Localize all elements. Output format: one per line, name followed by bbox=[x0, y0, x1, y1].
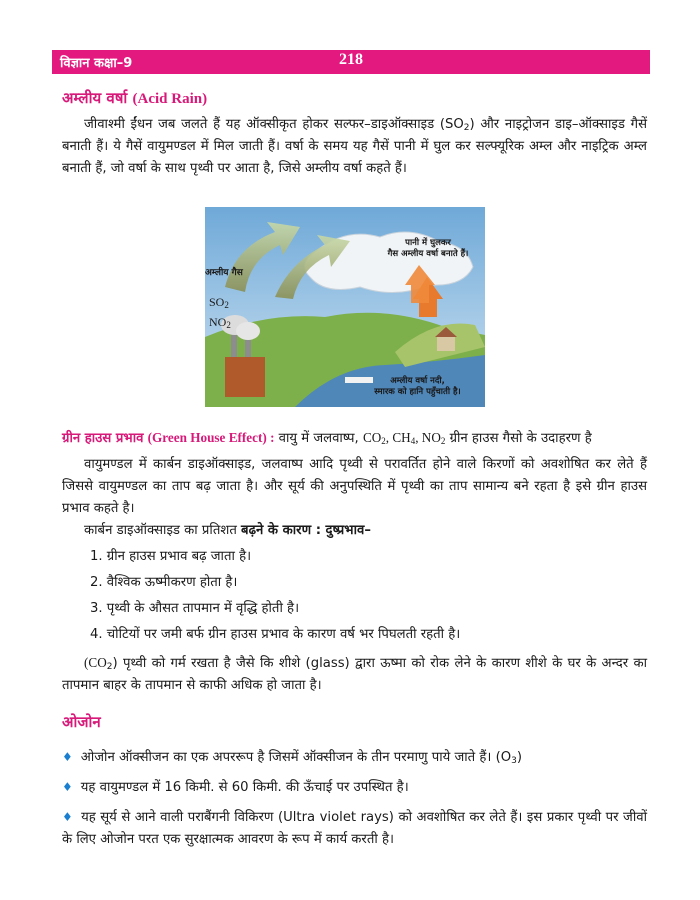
ozone-bullet-2-text: यह वायुमण्डल में 16 किमी. से 60 किमी. की ऊँचाई पर उपस्थित है। bbox=[80, 780, 409, 795]
no2-text: NO bbox=[421, 430, 441, 445]
greenhouse-closing bbox=[62, 652, 647, 697]
greenhouse-title-english: (Green House Effect) : bbox=[147, 430, 275, 445]
label-dissolve-line-1: पानी में घुलकर bbox=[405, 238, 451, 248]
acid-rain-paragraph bbox=[62, 114, 647, 180]
label-damage-line-1: अम्लीय वर्षा नदी, bbox=[390, 376, 445, 386]
subscript: 2 bbox=[440, 436, 446, 446]
greenhouse-intro-text: वायु में जलवाष्प, bbox=[278, 431, 359, 446]
label-dissolve-line-2: गैस अम्लीय वर्षा बनाते हैं। bbox=[387, 249, 469, 259]
page-number: 218 bbox=[339, 51, 363, 68]
effect-item-1: 1. ग्रीन हाउस प्रभाव बढ़ जाता है। bbox=[90, 549, 252, 564]
greenhouse-intro bbox=[62, 427, 647, 450]
greenhouse-title-hindi: ग्रीन हाउस प्रभाव bbox=[62, 431, 144, 446]
ozone-bullet-1-text: ओजोन ऑक्सीजन का एक अपररूप है जिसमें ऑक्सीजन के तीन परमाणु पाये जाते हैं। (O bbox=[80, 750, 512, 765]
effect-item-3: 3. पृथ्वी के औसत तापमान में वृद्धि होती है। bbox=[90, 601, 300, 616]
co2-increase-line bbox=[62, 520, 647, 542]
label-no2 bbox=[209, 315, 231, 330]
diamond-bullet-icon: ♦ bbox=[62, 810, 74, 824]
ozone-bullet-2 bbox=[62, 776, 647, 799]
greenhouse-closing-text: ) पृथ्वी को गर्म रखता है जैसे कि शीशे (glass) द्वारा ऊष्मा को रोक लेने के कारण शीशे के घर के अन्दर का तापमान बाहर के तापमान से काफी अधिक हो जाता है। bbox=[62, 656, 647, 693]
co2-text: CO bbox=[362, 430, 382, 445]
diamond-bullet-icon: ♦ bbox=[62, 750, 73, 764]
so2-text: SO bbox=[209, 295, 225, 309]
acid-rain-diagram bbox=[205, 207, 485, 407]
greenhouse-intro-end: ग्रीन हाउस गैसो के उदाहरण है bbox=[449, 431, 592, 446]
co2-increase-bold: बढ़ने के कारण : दुष्प्रभाव– bbox=[241, 523, 371, 538]
ozone-bullet-1 bbox=[62, 746, 647, 769]
book-title: विज्ञान कक्षा–9 bbox=[60, 56, 133, 71]
subscript: 2 bbox=[224, 300, 229, 310]
subscript: 2 bbox=[106, 662, 113, 672]
effect-item-4: 4. चोटियों पर जमी बर्फ ग्रीन हाउस प्रभाव के कारण वर्ष भर पिघलती रहती है। bbox=[90, 627, 461, 642]
subscript: 2 bbox=[463, 123, 470, 133]
co2-increase-text: कार्बन डाइऑक्साइड का प्रतिशत bbox=[84, 523, 237, 538]
label-dissolve bbox=[373, 237, 483, 259]
co2-open: (CO bbox=[84, 655, 107, 670]
label-damage-line-2: स्मारक को हानि पहुँचाती है। bbox=[374, 387, 461, 397]
ozone-bullet-1-end: ) bbox=[516, 750, 522, 765]
subscript: 3 bbox=[511, 756, 517, 766]
ozone-bullet-3 bbox=[62, 806, 647, 851]
label-acid-gas: अम्लीय गैस bbox=[205, 268, 243, 278]
acid-rain-heading bbox=[62, 88, 207, 108]
acid-rain-title-hindi: अम्लीय वर्षा bbox=[62, 89, 128, 107]
label-so2 bbox=[209, 295, 229, 310]
effect-item-2: 2. वैश्विक ऊष्मीकरण होता है। bbox=[90, 575, 238, 590]
no2-text: NO bbox=[209, 315, 227, 329]
subscript: 2 bbox=[226, 320, 231, 330]
greenhouse-gases: $CO_2$, $CH_4$, $NO_2$ bbox=[362, 430, 446, 446]
subscript: 4 bbox=[410, 436, 416, 446]
ozone-bullet-3-text: यह सूर्य से आने वाली पराबैंगनी विकिरण (Ultra violet rays) को अवशोषित कर लेते हैं। इस प्रकार पृथ्वी पर जीवों के लिए ओजोन परत एक सुरक्षात्मक आवरण के रूप में कार्य करती है। bbox=[62, 810, 648, 847]
acid-rain-title-english: (Acid Rain) bbox=[132, 91, 208, 107]
ch4-text: CH bbox=[392, 430, 411, 445]
acid-rain-text-2: ) और नाइट्रोजन डाइ–ऑक्साइड गैसें बनाती हैं। ये गैसें वायुमण्डल में मिल जाती हैं। वर्षा के समय यह गैसें पानी में घुल कर सल्फ्यूरिक अम्ल और नाइट्रिक अम्ल बनाती हैं, जो वर्षा के साथ पृथ्वी पर आता है, जिसे अम्लीय वर्षा कहते हैं। bbox=[62, 117, 647, 176]
greenhouse-paragraph: वायुमण्डल में कार्बन डाइऑक्साइड, जलवाष्प आदि पृथ्वी से परावर्तित होने वाले किरणों को अवशोषित कर लेते हैं जिससे वायुमण्डल का ताप बढ़ जाता है। और सूर्य की अनुपस्थिति में पृथ्वी का ताप सामान्य बने रहता है इसे ग्रीन हाउस प्रभाव कहते है। bbox=[62, 457, 647, 516]
subscript: 2 bbox=[381, 436, 386, 446]
diamond-bullet-icon: ♦ bbox=[62, 780, 73, 794]
page-header bbox=[52, 50, 650, 74]
label-damage bbox=[350, 375, 485, 397]
ozone-heading: ओजोन bbox=[62, 713, 101, 731]
acid-rain-text-1: जीवाश्मी ईंधन जब जलते हैं यह ऑक्सीकृत होकर सल्फर–डाइऑक्साइड (SO bbox=[84, 117, 464, 132]
